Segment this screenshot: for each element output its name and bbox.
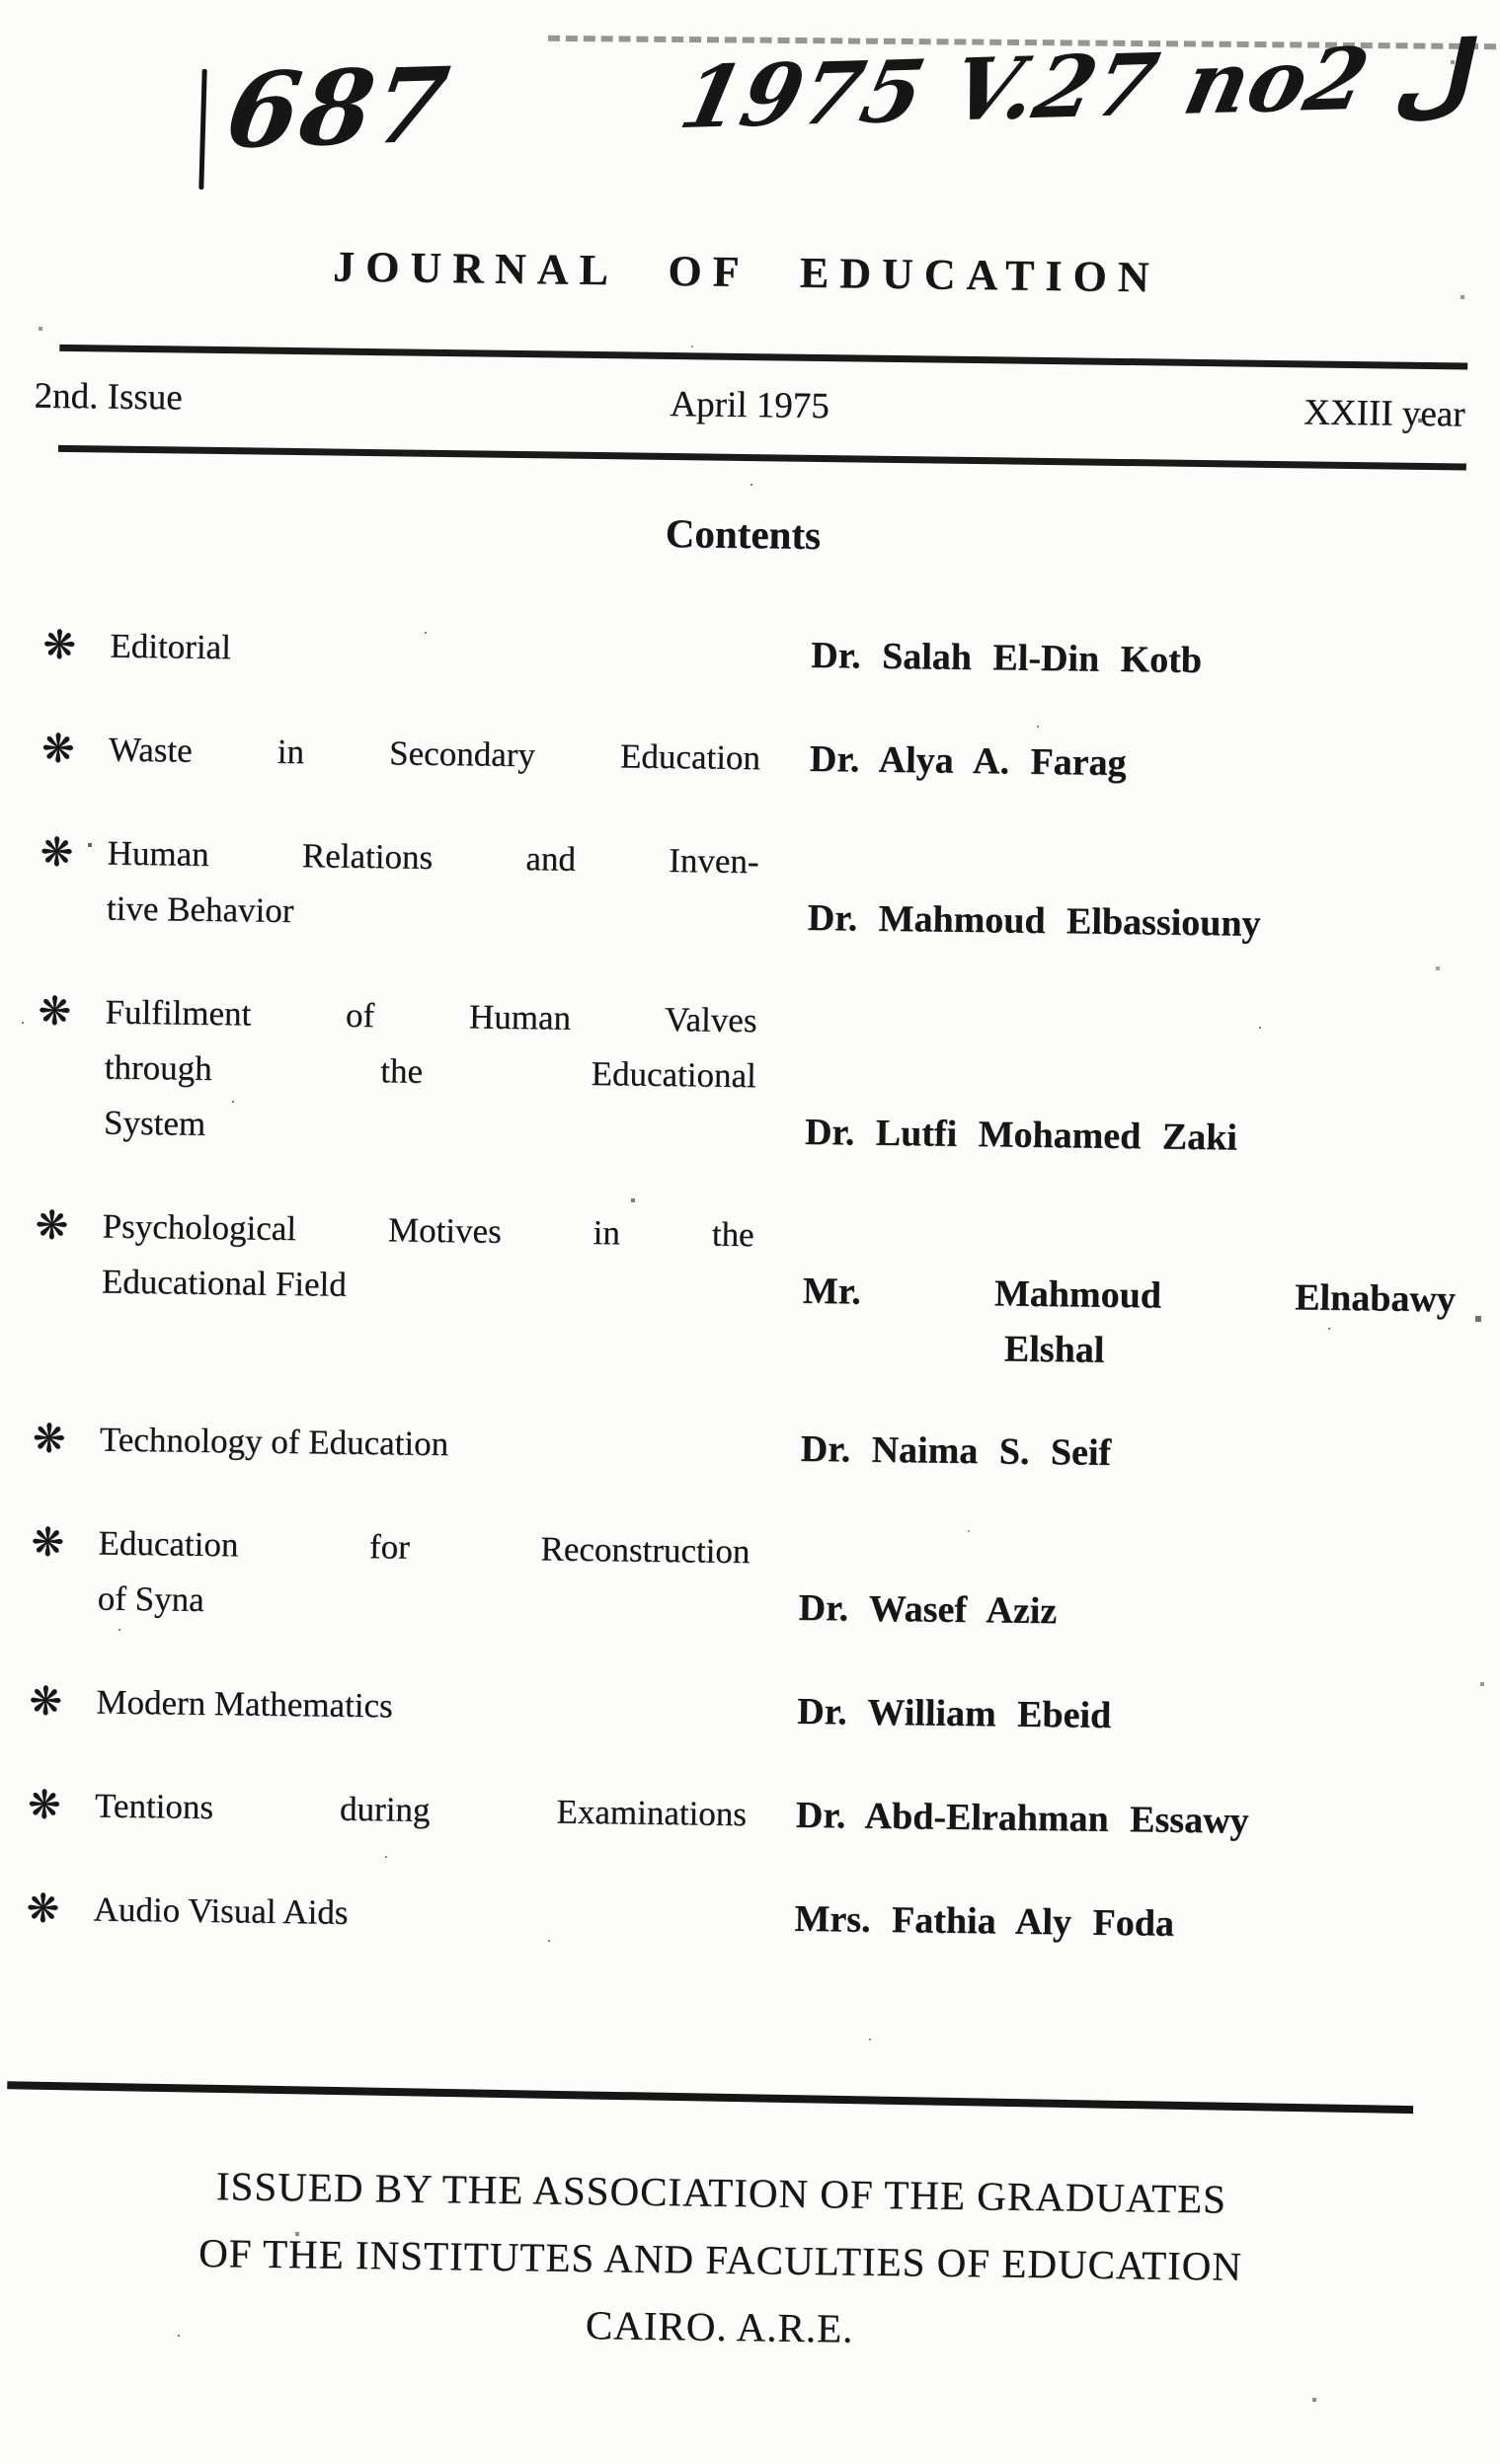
toc-author-line: Dr. Mahmoud Elbassiouny (807, 896, 1261, 945)
toc-entry-title (97, 1515, 750, 1635)
toc-entry-title (93, 1882, 746, 1946)
table-of-contents (0, 617, 1492, 1956)
handwritten-volume-note: 1975 V.27 no2 ل (671, 21, 1489, 149)
toc-title-line: Audio Visual Aids (93, 1889, 349, 1932)
toc-entry-author (750, 1421, 1481, 1486)
toc-entry-title (104, 985, 757, 1160)
asterisk-bullet-icon: ❋ (32, 1416, 66, 1463)
asterisk-bullet-icon: ❋ (27, 1782, 61, 1829)
toc-entry (0, 824, 1489, 955)
toc-entry-title (99, 1413, 751, 1477)
asterisk-bullet-icon: ❋ (39, 829, 74, 877)
toc-entry-title (95, 1778, 748, 1842)
toc-entry (0, 1777, 1476, 1852)
toc-entry-title (96, 1674, 749, 1738)
toc-title-line: Education for Reconstruction (98, 1523, 750, 1572)
publisher-imprint (0, 2149, 1471, 2370)
toc-author-line: Dr. Alya A. Farag (809, 737, 1127, 785)
toc-entry (0, 1197, 1484, 1371)
toc-entry-title (102, 1199, 754, 1319)
toc-title-line: Human Relations and Inven- (107, 833, 759, 882)
asterisk-bullet-icon: ❋ (42, 622, 77, 669)
toc-title-line: Educational Field (101, 1262, 348, 1304)
imprint-line-2: OF THE INSTITUTES AND FACULTIES OF EDUCATION (197, 2229, 1243, 2289)
toc-title-line: Waste in Secondary Education (108, 730, 761, 778)
journal-title: JOURNAL OF EDUCATION (332, 242, 1160, 302)
asterisk-bullet-icon: ❋ (31, 1519, 65, 1567)
toc-author-line: Mrs. Fathia Aly Foda (794, 1897, 1175, 1945)
asterisk-bullet-icon: ❋ (38, 988, 72, 1036)
asterisk-bullet-icon: ❋ (40, 726, 75, 773)
contents-heading: Contents (665, 509, 822, 558)
toc-title-line: Editorial (110, 626, 232, 667)
toc-author-line: Dr. William Ebeid (797, 1690, 1112, 1736)
toc-entry (0, 721, 1490, 796)
toc-title-line: through the Educational (104, 1047, 756, 1096)
toc-title-line: Fulfilment of Human Valves (105, 992, 757, 1040)
toc-author-line: Dr. Abd-Elrahman Essawy (795, 1794, 1249, 1842)
toc-entry-author (749, 1579, 1479, 1645)
issue-number: 2nd. Issue (34, 375, 183, 419)
imprint-line-1: ISSUED BY THE ASSOCIATION OF THE GRADUATES (215, 2163, 1227, 2222)
toc-author-line: Dr. Wasef Aziz (798, 1586, 1058, 1633)
toc-entry-author (755, 1104, 1486, 1169)
imprint-line-3: CAIRO. A.R.E. (585, 2302, 854, 2351)
asterisk-bullet-icon: ❋ (35, 1202, 69, 1250)
toc-entry-author (757, 889, 1488, 955)
footer-rule (7, 2081, 1413, 2114)
toc-author-line: Elshal (1003, 1328, 1105, 1371)
toc-title-line: tive Behavior (106, 888, 294, 931)
asterisk-bullet-icon: ❋ (29, 1678, 63, 1726)
toc-entry (0, 1881, 1475, 1956)
toc-entry-author (747, 1787, 1477, 1852)
toc-entry (0, 617, 1492, 692)
toc-title-line: Technology of Education (99, 1420, 449, 1464)
toc-title-line: Modern Mathematics (96, 1682, 393, 1726)
toc-entry (0, 1673, 1478, 1748)
toc-title-line: System (103, 1103, 206, 1143)
toc-entry (0, 983, 1487, 1169)
toc-entry-author (761, 627, 1492, 692)
toc-entry-title (109, 723, 761, 787)
toc-entry-author (745, 1890, 1475, 1956)
toc-entry (0, 1411, 1481, 1486)
handwritten-flourish: ل (1386, 21, 1489, 130)
toc-entry-title (110, 619, 762, 683)
toc-author-line: Mr. Mahmoud Elnabawy (802, 1270, 1457, 1321)
toc-entry-author (760, 731, 1491, 796)
toc-author-line: Dr. Salah El-Din Kotb (811, 634, 1203, 682)
toc-title-line: Tentions during Examinations (94, 1786, 748, 1834)
toc-title-line: Psychological Motives in the (102, 1206, 754, 1255)
toc-title-line: of Syna (97, 1578, 204, 1619)
toc-entry (0, 1514, 1480, 1645)
toc-entry-author (748, 1683, 1478, 1748)
asterisk-bullet-icon: ❋ (26, 1886, 60, 1933)
toc-entry-title (107, 826, 759, 946)
toc-author-line: Dr. Lutfi Mohamed Zaki (804, 1111, 1238, 1159)
volume-year: XXIII year (1303, 392, 1465, 435)
issue-date: April 1975 (670, 383, 830, 427)
handwritten-accession-number: 687 (219, 43, 458, 173)
toc-entry-author (752, 1263, 1483, 1383)
toc-author-line: Dr. Naima S. Seif (800, 1427, 1112, 1474)
